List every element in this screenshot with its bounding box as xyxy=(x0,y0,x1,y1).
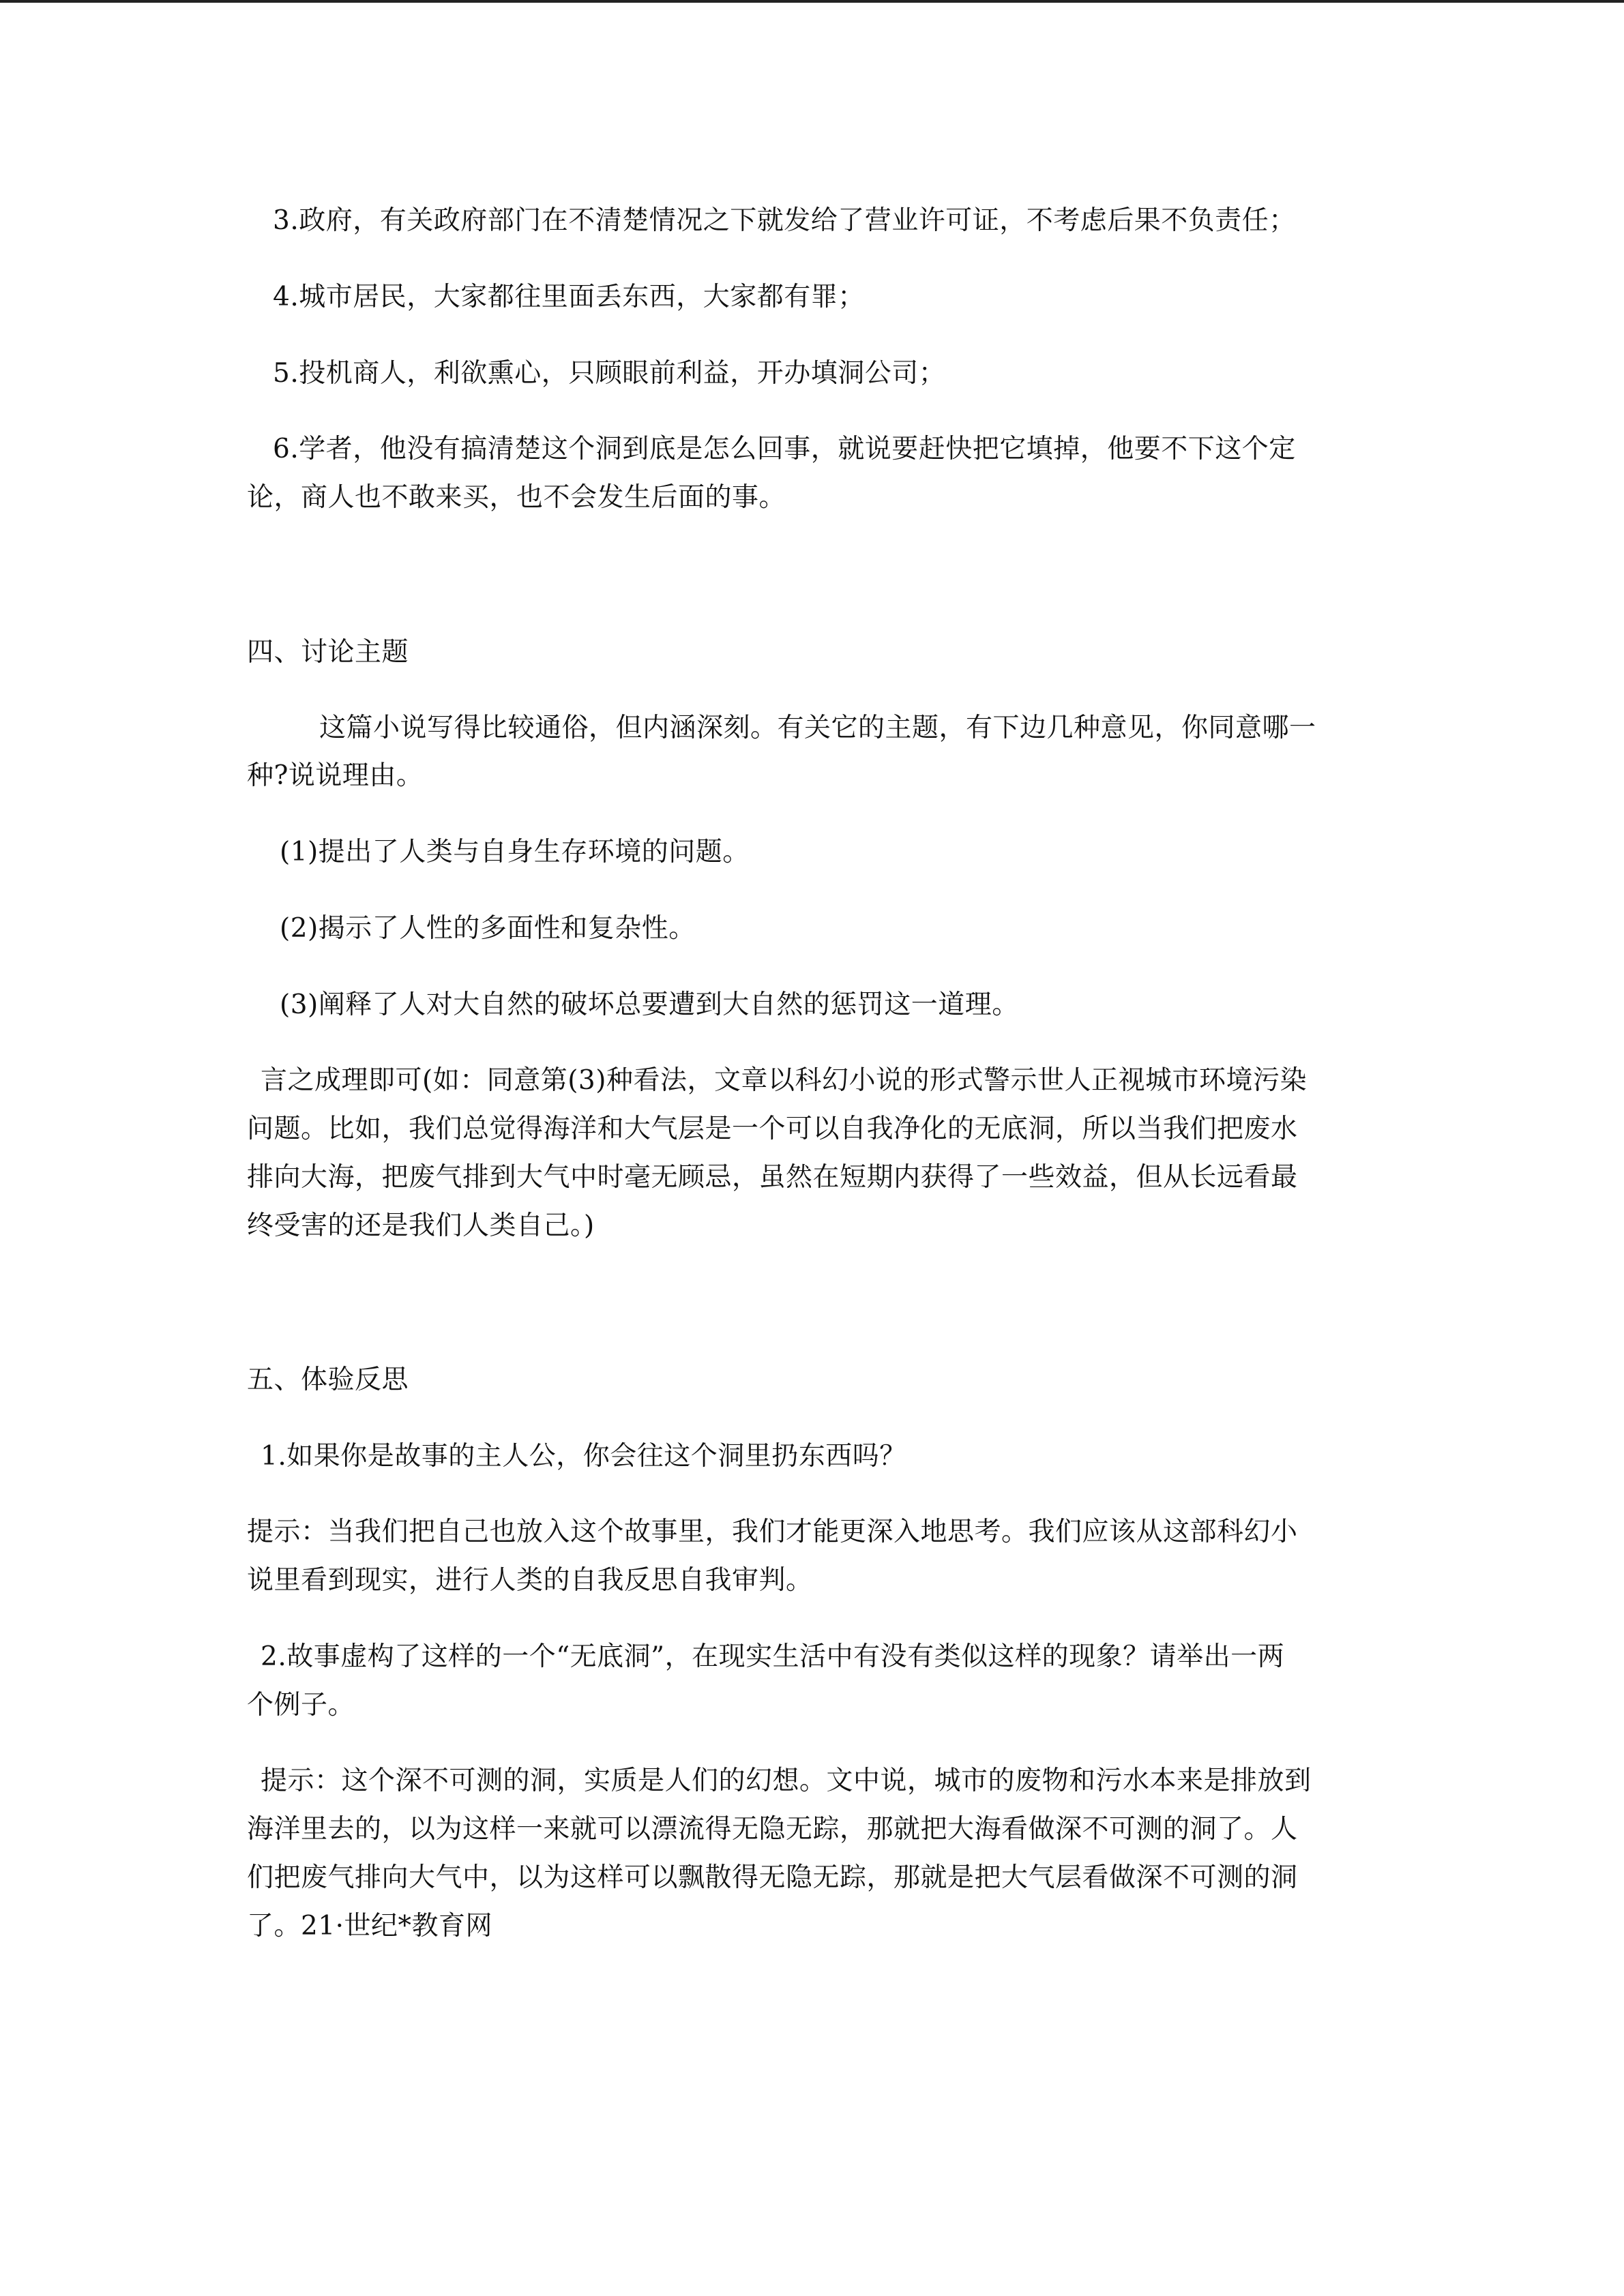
section-4-intro-line-1: 这篇小说写得比较通俗，但内涵深刻。有关它的主题，有下边几种意见，你同意哪一 xyxy=(319,713,1316,743)
hint-2-line-4: 了。21·世纪*教育网 xyxy=(247,1911,493,1941)
document-page xyxy=(247,0,1379,2296)
answer-line-3: 排向大海，把废气排到大气中时毫无顾忌，虽然在短期内获得了一些效益，但从长远看最 xyxy=(247,1162,1298,1193)
item-4: 4.城市居民，大家都往里面丢东西，大家都有罪； xyxy=(273,282,865,312)
hint-1-line-2: 说里看到现实，进行人类的自我反思自我审判。 xyxy=(247,1565,813,1596)
item-3: 3.政府，有关政府部门在不清楚情况之下就发给了营业许可证，不考虑后果不负责任； xyxy=(273,205,1296,236)
question-2-line-1: 2.故事虚构了这样的一个“无底洞”，在现实生活中有没有类似这样的现象？请举出一两 xyxy=(261,1641,1285,1672)
theme-option-3: (3)阐释了人对大自然的破坏总要遭到大自然的惩罚这一道理。 xyxy=(280,989,1019,1020)
section-5-heading: 五、体验反思 xyxy=(247,1365,409,1395)
item-6-line-1: 6.学者，他没有搞清楚这个洞到底是怎么回事，就说要赶快把它填掉，他要不下这个定 xyxy=(273,434,1296,464)
hint-2-line-1: 提示：这个深不可测的洞，实质是人们的幻想。文中说，城市的废物和污水本来是排放到 xyxy=(261,1765,1312,1796)
section-4-heading: 四、讨论主题 xyxy=(247,637,409,668)
theme-option-2: (2)揭示了人性的多面性和复杂性。 xyxy=(280,913,696,944)
hint-1-line-1: 提示：当我们把自己也放入这个故事里，我们才能更深入地思考。我们应该从这部科幻小 xyxy=(247,1517,1298,1547)
item-5: 5.投机商人，利欲熏心，只顾眼前利益，开办填洞公司； xyxy=(273,358,946,389)
answer-line-1: 言之成理即可(如：同意第(3)种看法，文章以科幻小说的形式警示世人正视城市环境污染 xyxy=(261,1065,1307,1096)
item-6-line-2: 论，商人也不敢来买，也不会发生后面的事。 xyxy=(247,482,786,513)
answer-line-2: 问题。比如，我们总觉得海洋和大气层是一个可以自我净化的无底洞，所以当我们把废水 xyxy=(247,1114,1298,1144)
question-1: 1.如果你是故事的主人公，你会往这个洞里扔东西吗？ xyxy=(261,1441,906,1472)
theme-option-1: (1)提出了人类与自身生存环境的问题。 xyxy=(280,837,750,867)
hint-2-line-3: 们把废气排向大气中，以为这样可以飘散得无隐无踪，那就是把大气层看做深不可测的洞 xyxy=(247,1862,1298,1893)
answer-line-4: 终受害的还是我们人类自己。) xyxy=(247,1210,595,1241)
hint-2-line-2: 海洋里去的，以为这样一来就可以漂流得无隐无踪，那就把大海看做深不可测的洞了。人 xyxy=(247,1814,1298,1845)
question-2-line-2: 个例子。 xyxy=(247,1690,355,1720)
section-4-intro-line-2: 种?说说理由。 xyxy=(247,760,424,791)
